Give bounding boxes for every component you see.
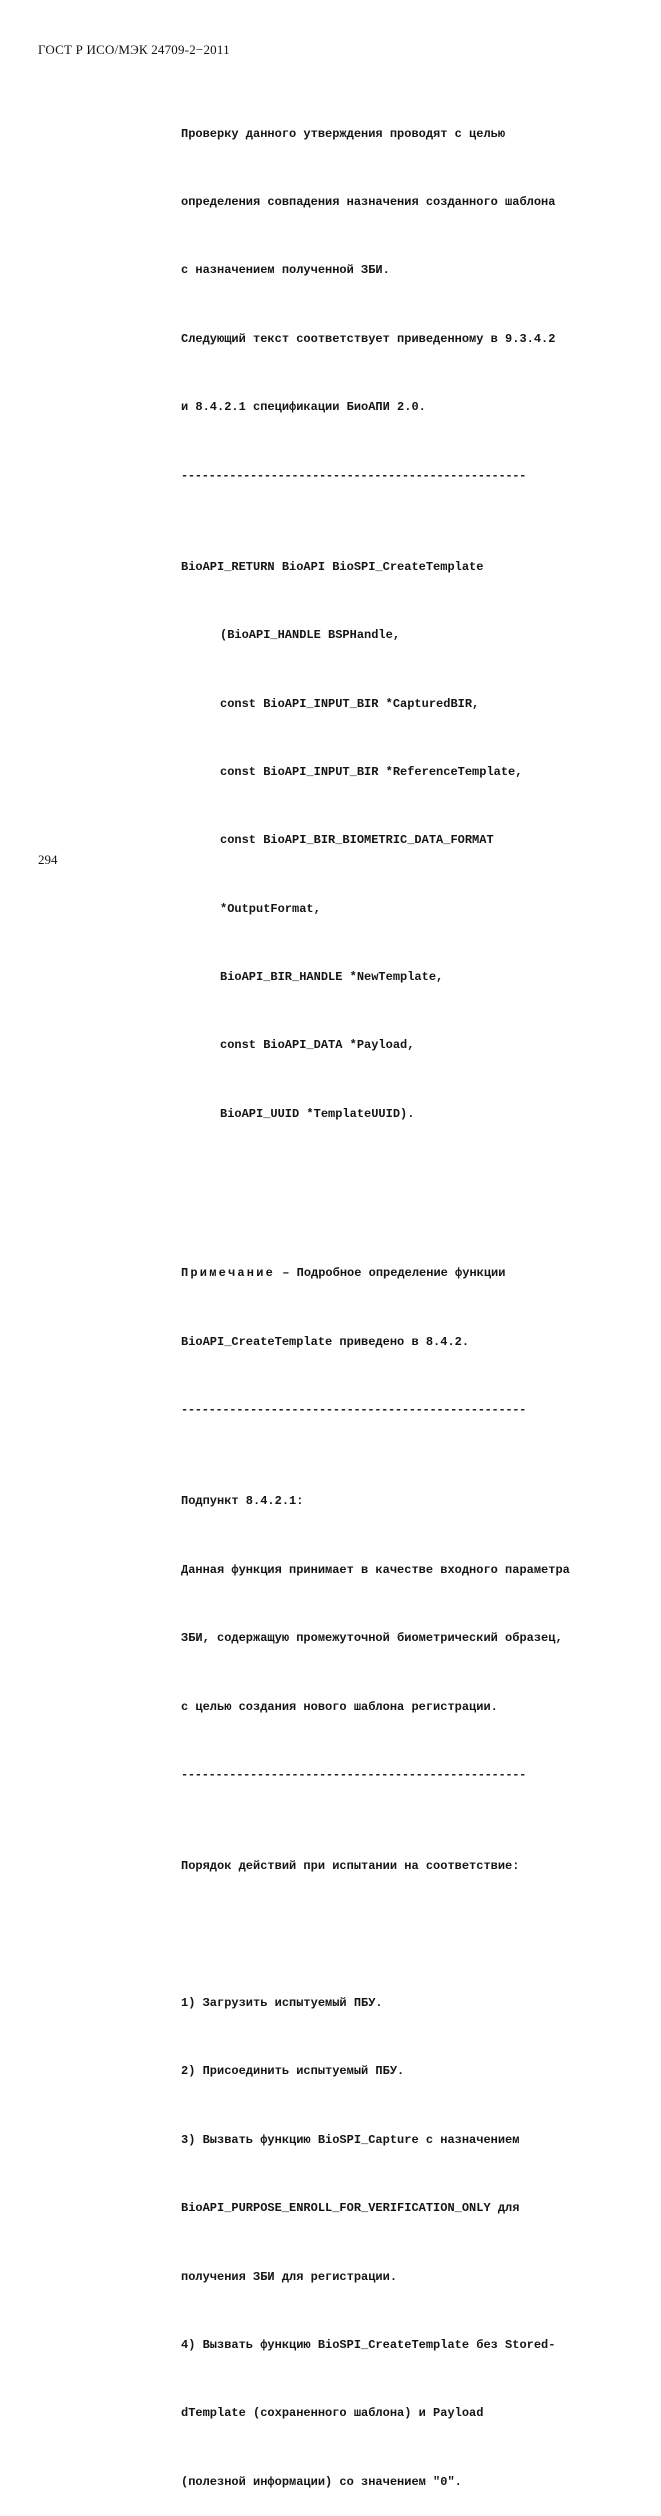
note-line: BioAPI_CreateTemplate приведено в 8.4.2. bbox=[181, 1334, 470, 1349]
subclause-line: Данная функция принимает в качестве входного параметра bbox=[181, 1562, 570, 1577]
paragraph-line: Следующий текст соответствует приведенному в 9.3.4.2 bbox=[181, 331, 556, 346]
procedure-step: BioAPI_PURPOSE_ENROLL_FOR_VERIFICATION_ONLY для bbox=[181, 2201, 520, 2216]
code-param: (BioAPI_HANDLE BSPHandle, bbox=[220, 628, 401, 643]
page-number: 294 bbox=[38, 852, 58, 867]
document-header: ГОСТ Р ИСО/МЭК 24709-2−2011 bbox=[38, 42, 230, 57]
subclause-title: Подпункт 8.4.2.1: bbox=[181, 1494, 304, 1509]
procedure-title: Порядок действий при испытании на соответствие: bbox=[181, 1859, 520, 1874]
code-signature: BioAPI_RETURN BioAPI BioSPI_CreateTemplate bbox=[181, 559, 484, 574]
procedure-step: 1) Загрузить испытуемый ПБУ. bbox=[181, 1995, 383, 2010]
subclause-line: с целью создания нового шаблона регистрации. bbox=[181, 1699, 498, 1714]
procedure-step: 4) Вызвать функцию BioSPI_CreateTemplate без Stored- bbox=[181, 2337, 556, 2352]
separator-line: -------------------------------------------------- bbox=[181, 468, 527, 483]
procedure-step: 3) Вызвать функцию BioSPI_Capture с назначением bbox=[181, 2132, 520, 2147]
separator-line: -------------------------------------------------- bbox=[181, 1403, 527, 1418]
code-param: const BioAPI_BIR_BIOMETRIC_DATA_FORMAT bbox=[220, 833, 494, 848]
procedure-step: 2) Присоединить испытуемый ПБУ. bbox=[181, 2064, 405, 2079]
page-body bbox=[181, 77, 621, 2516]
procedure-step: получения ЗБИ для регистрации. bbox=[181, 2269, 398, 2284]
procedure-step: (полезной информации) со значением "0". bbox=[181, 2474, 462, 2489]
paragraph-line: определения совпадения назначения созданного шаблона bbox=[181, 194, 556, 209]
code-param: BioAPI_BIR_HANDLE *NewTemplate, bbox=[220, 970, 444, 985]
procedure-step: dTemplate (сохраненного шаблона) и Payload bbox=[181, 2406, 484, 2421]
paragraph-line: с назначением полученной ЗБИ. bbox=[181, 263, 390, 278]
paragraph-line: и 8.4.2.1 спецификации БиоАПИ 2.0. bbox=[181, 400, 426, 415]
separator-line: -------------------------------------------------- bbox=[181, 1767, 527, 1782]
code-param: BioAPI_UUID *TemplateUUID). bbox=[220, 1106, 415, 1121]
note-label: Примечание bbox=[181, 1266, 276, 1281]
code-param: const BioAPI_DATA *Payload, bbox=[220, 1038, 415, 1053]
blank-line bbox=[181, 1171, 621, 1194]
paragraph-line: Проверку данного утверждения проводят с целью bbox=[181, 126, 506, 141]
note-line bbox=[181, 1262, 621, 1285]
code-param: const BioAPI_INPUT_BIR *CapturedBIR, bbox=[220, 696, 480, 711]
blank-line bbox=[181, 1924, 621, 1947]
subclause-line: ЗБИ, содержащую промежуточной биометрический образец, bbox=[181, 1631, 563, 1646]
code-param: const BioAPI_INPUT_BIR *ReferenceTemplate, bbox=[220, 764, 523, 779]
code-param: *OutputFormat, bbox=[220, 901, 321, 916]
note-text: – Подробное определение функции bbox=[275, 1266, 506, 1281]
